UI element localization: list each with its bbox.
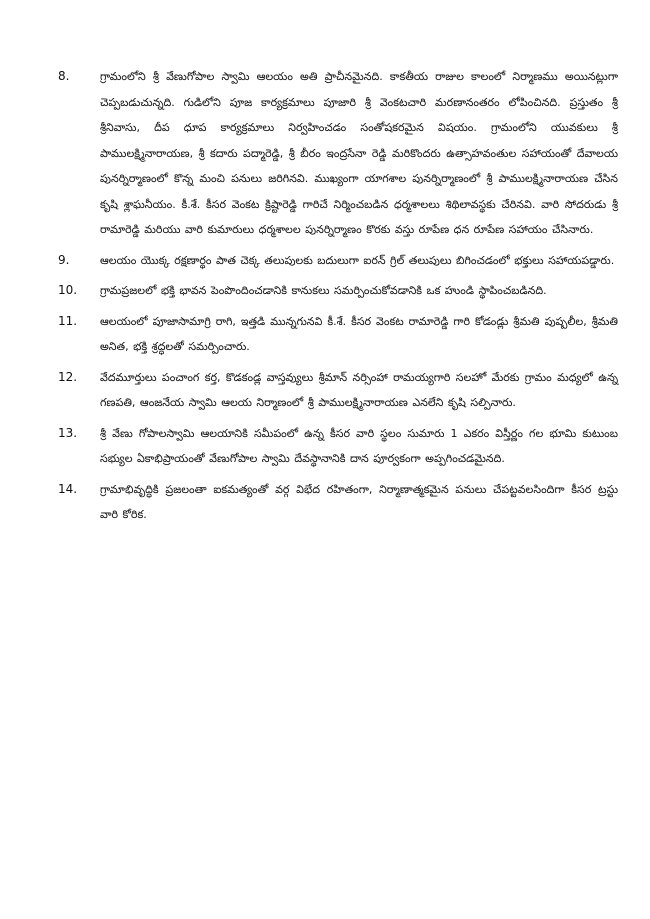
list-item [58,477,618,528]
item-text: గ్రామాభివృద్ధికి ప్రజలంతా ఐకమత్యంతో వర్గ విభేద రహితంగా, నిర్మాణాత్మకమైన పనులు చేపట్టవలసిందిగా కీసర ట్రస్టు వారి కోరిక. [100,482,618,521]
item-number: 10. [58,283,78,297]
item-number: 13. [58,425,78,440]
item-text: శ్రీ వేణు గోపాలస్వామి ఆలయానికి సమీపంలో ఉన్న కీసర వారి స్థలం సుమారు 1 ఎకరం విస్తీర్ణం గల భూమి కుటుంబ సభ్యుల ఏకాభిప్రాయంతో వేణుగోపాల స్వామి దేవస్థానానికి దాన పూర్వకంగా అప్పగించడమైనది. [100,426,618,465]
item-number: 11. [58,313,78,328]
list-item [58,278,618,304]
list-item [58,248,618,274]
item-number: 14. [58,481,78,496]
list-item [58,309,618,360]
list-item [58,421,618,472]
item-text: గ్రామంలోని శ్రీ వేణుగోపాల స్వామి ఆలయం అతి ప్రాచీనమైనది. కాకతీయ రాజుల కాలంలో నిర్మాణము అయినట్లుగా చెప్పబడుచున్నది. గుడిలోని పూజ కార్యక్రమాలు పూజారి శ్రీ వెంకటచారి మరణానంతరం లోపించినది. ప్రస్తుతం శ్రీ శ్రీనివాసు, దీప ధూప కార్యక్రమాలు నిర్వహించడం సంతోషకరమైన విషయం. గ్రామంలోని యువకులు శ్రీ పాములక్ష్మినారాయణ, శ్రీ కదారు పద్మారెడ్డి, శ్రీ బీరం ఇంద్రసేనా రెడ్డి మరికొందరు ఉత్సాహవంతుల సహాయంతో దేవాలయ పునర్నిర్మాణంలో కొన్న మంచి పనులు జరిగినవి. ముఖ్యంగా యాగశాల పునర్నిర్మాణంలో శ్రీ పాములక్ష్మినారాయణ చేసిన కృషి శ్లాఘనీయం. కీ.శే. కీసర వెంకట క్రిష్టారెడ్డి గారిచే నిర్మించబడిన ధర్మశాలలు శిథిలావస్థకు చేరినవి. వారి సోదరుడు శ్రీ రామారెడ్డి మరియు వారి కుమారులు ధర్మశాలల పునర్నిర్మాణం కొరకు వస్తు రూపేణ ధన రూపేణ సహాయం చేసినారు. [100,70,618,236]
item-number: 8. [58,69,70,83]
list-item [58,64,618,243]
item-text: ఆలయం యొక్క రక్షణార్థం పాత చెక్క తలుపులకు బదులుగా ఐరన్ గ్రిల్ తలుపులు బిగించడంలో భక్తులు సహాయపడ్డారు. [100,253,615,267]
item-number: 9. [58,252,70,267]
list-item [58,365,618,416]
item-text: గ్రామప్రజలలో భక్తి భావన పెంపొందించడానికి కానుకలు సమర్పించుకోవడానికి ఒక హుండి స్థాపించబడినది. [100,284,547,297]
item-number: 12. [58,369,78,384]
item-text: ఆలయంలో పూజాసామాగ్రి రాగి, ఇత్తడి మున్నగునవి కీ.శే. కీసర వెంకట రామారెడ్డి గారి కోడండ్లు శ్రీమతి పుష్పలీల, శ్రీమతి అనిత, భక్తి శ్రద్ధలతో సమర్పించారు. [100,314,618,353]
item-text: వేదమూర్తులు పంచాంగ కర్త, కొడకండ్ల వాస్తవ్యులు శ్రీమాన్ నర్సింహా రామయ్యగారి సలహో మేరకు గ్రామం మధ్యలో ఉన్న గణపతి, ఆంజనేయ స్వామి ఆలయ నిర్మాణంలో శ్రీ పాములక్ష్మినారాయణ ఎనలేని కృషి సల్పినారు. [100,370,618,409]
numbered-list [58,64,618,533]
